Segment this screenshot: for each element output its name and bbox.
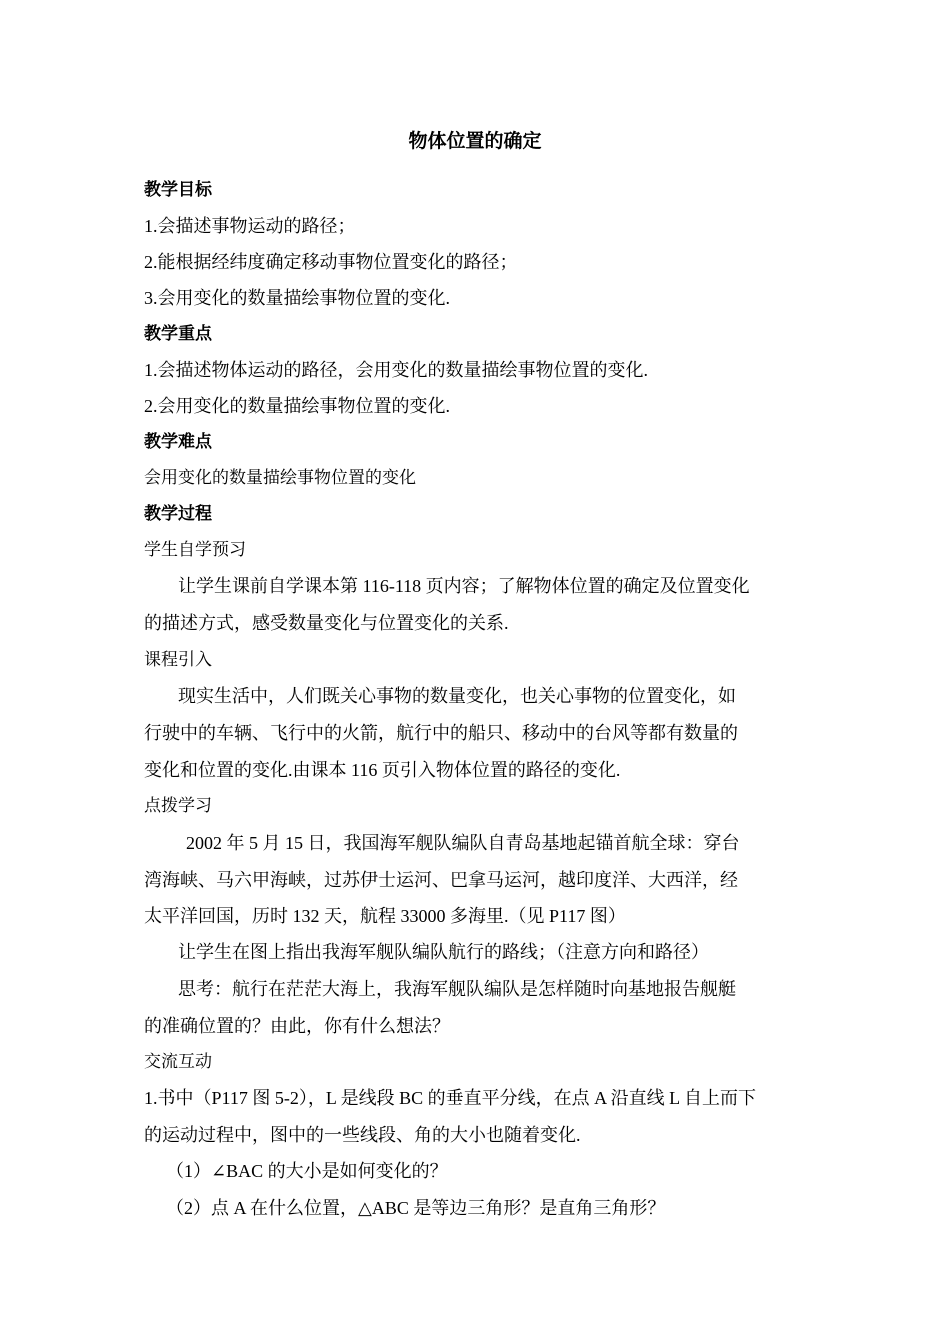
guided-label: 点拨学习 [144,796,212,816]
guided-line: 太平洋回国，历时 132 天，航程 33000 多海里.（见 P117 图） [144,906,626,926]
interaction-label: 交流互动 [144,1052,212,1072]
objective-item: 1.会描述事物运动的路径； [144,216,356,236]
objective-item: 2.能根据经纬度确定移动事物位置变化的路径； [144,252,518,272]
intro-label: 课程引入 [144,650,212,670]
key-point-item: 1.会描述物体运动的路径，会用变化的数量描绘事物位置的变化. [144,360,648,380]
difficulties-text: 会用变化的数量描绘事物位置的变化 [144,468,416,488]
difficulties-heading: 教学难点 [144,432,212,452]
self-study-label: 学生自学预习 [144,540,246,560]
interaction-question: （2）点 A 在什么位置，△ABC 是等边三角形？是直角三角形？ [166,1198,666,1218]
guided-line: 让学生在图上指出我海军舰队编队航行的路线；（注意方向和路径） [178,942,709,962]
self-study-line: 的描述方式，感受数量变化与位置变化的关系. [144,613,509,633]
interaction-line: 1.书中（P117 图 5-2），L 是线段 BC 的垂直平分线，在点 A 沿直线 L 自上而下 [144,1088,757,1108]
intro-line: 现实生活中，人们既关心事物的数量变化，也关心事物的位置变化，如 [178,686,736,706]
intro-line: 行驶中的车辆、飞行中的火箭，航行中的船只、移动中的台风等都有数量的 [144,723,738,743]
guided-line: 2002 年 5 月 15 日，我国海军舰队编队自青岛基地起锚首航全球：穿台 [186,833,740,853]
self-study-line: 让学生课前自学课本第 116-118 页内容；了解物体位置的确定及位置变化 [178,576,750,596]
objective-item: 3.会用变化的数量描绘事物位置的变化. [144,288,450,308]
process-heading: 教学过程 [144,504,212,524]
page-title: 物体位置的确定 [408,130,542,152]
guided-line: 湾海峡、马六甲海峡，过苏伊士运河、巴拿马运河，越印度洋、大西洋，经 [144,870,738,890]
key-point-item: 2.会用变化的数量描绘事物位置的变化. [144,396,450,416]
key-points-heading: 教学重点 [144,324,212,344]
guided-line: 思考：航行在茫茫大海上，我海军舰队编队是怎样随时向基地报告舰艇 [178,979,736,999]
intro-line: 变化和位置的变化.由课本 116 页引入物体位置的路径的变化. [144,760,621,780]
interaction-question: （1）∠BAC 的大小是如何变化的？ [166,1161,448,1181]
interaction-line: 的运动过程中，图中的一些线段、角的大小也随着变化. [144,1125,581,1145]
objectives-heading: 教学目标 [144,180,212,200]
guided-line: 的准确位置的？由此，你有什么想法？ [144,1016,450,1036]
